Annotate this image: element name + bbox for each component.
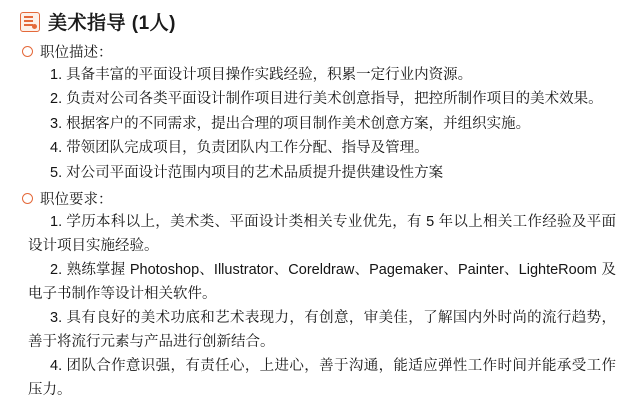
list-item: 2. 熟练掌握 Photoshop、Illustrator、Coreldraw、Pagemaker、Painter、LighteRoom 及电子书制作等设计相关软件。 xyxy=(28,262,616,302)
page-title: 美术指导 (1人) xyxy=(48,13,177,34)
list-item: 5. 对公司平面设计范围内项目的艺术品质提升提供建设性方案 xyxy=(50,164,444,181)
section-job-requirements xyxy=(14,188,618,402)
page-title-row xyxy=(14,8,618,35)
section-heading-row xyxy=(14,188,618,209)
list-item: 4. 带领团队完成项目，负责团队内工作分配、指导及管理。 xyxy=(50,140,429,157)
section-heading-row xyxy=(14,41,618,62)
section-heading: 职位要求： xyxy=(40,192,113,209)
list-item: 1. 具备丰富的平面设计项目操作实践经验，积累一定行业内资源。 xyxy=(50,67,473,83)
list-item: 2. 负责对公司各类平面设计制作项目进行美术创意指导，把控所制作项目的美术效果。 xyxy=(50,91,603,108)
artist-palette-icon xyxy=(20,12,40,32)
section-heading: 职位描述： xyxy=(40,45,113,61)
list-item: 1. 学历本科以上，美术类、平面设计类相关专业优先，有 5 年以上相关工作经验及平面设计项目实施经验。 xyxy=(28,214,616,254)
list-item: 3. 根据客户的不同需求，提出合理的项目制作美术创意方案，并组织实施。 xyxy=(50,115,531,132)
list-item: 3. 具有良好的美术功底和艺术表现力，有创意，审美佳，了解国内外时尚的流行趋势，善于将流行元素与产品进行创新结合。 xyxy=(28,310,616,350)
list-item: 4. 团队合作意识强，有责任心，上进心，善于沟通，能适应弹性工作时间并能承受工作压力。 xyxy=(28,358,616,398)
section-job-description xyxy=(14,41,618,185)
circle-outline-icon xyxy=(22,193,33,204)
circle-outline-icon xyxy=(22,46,33,57)
